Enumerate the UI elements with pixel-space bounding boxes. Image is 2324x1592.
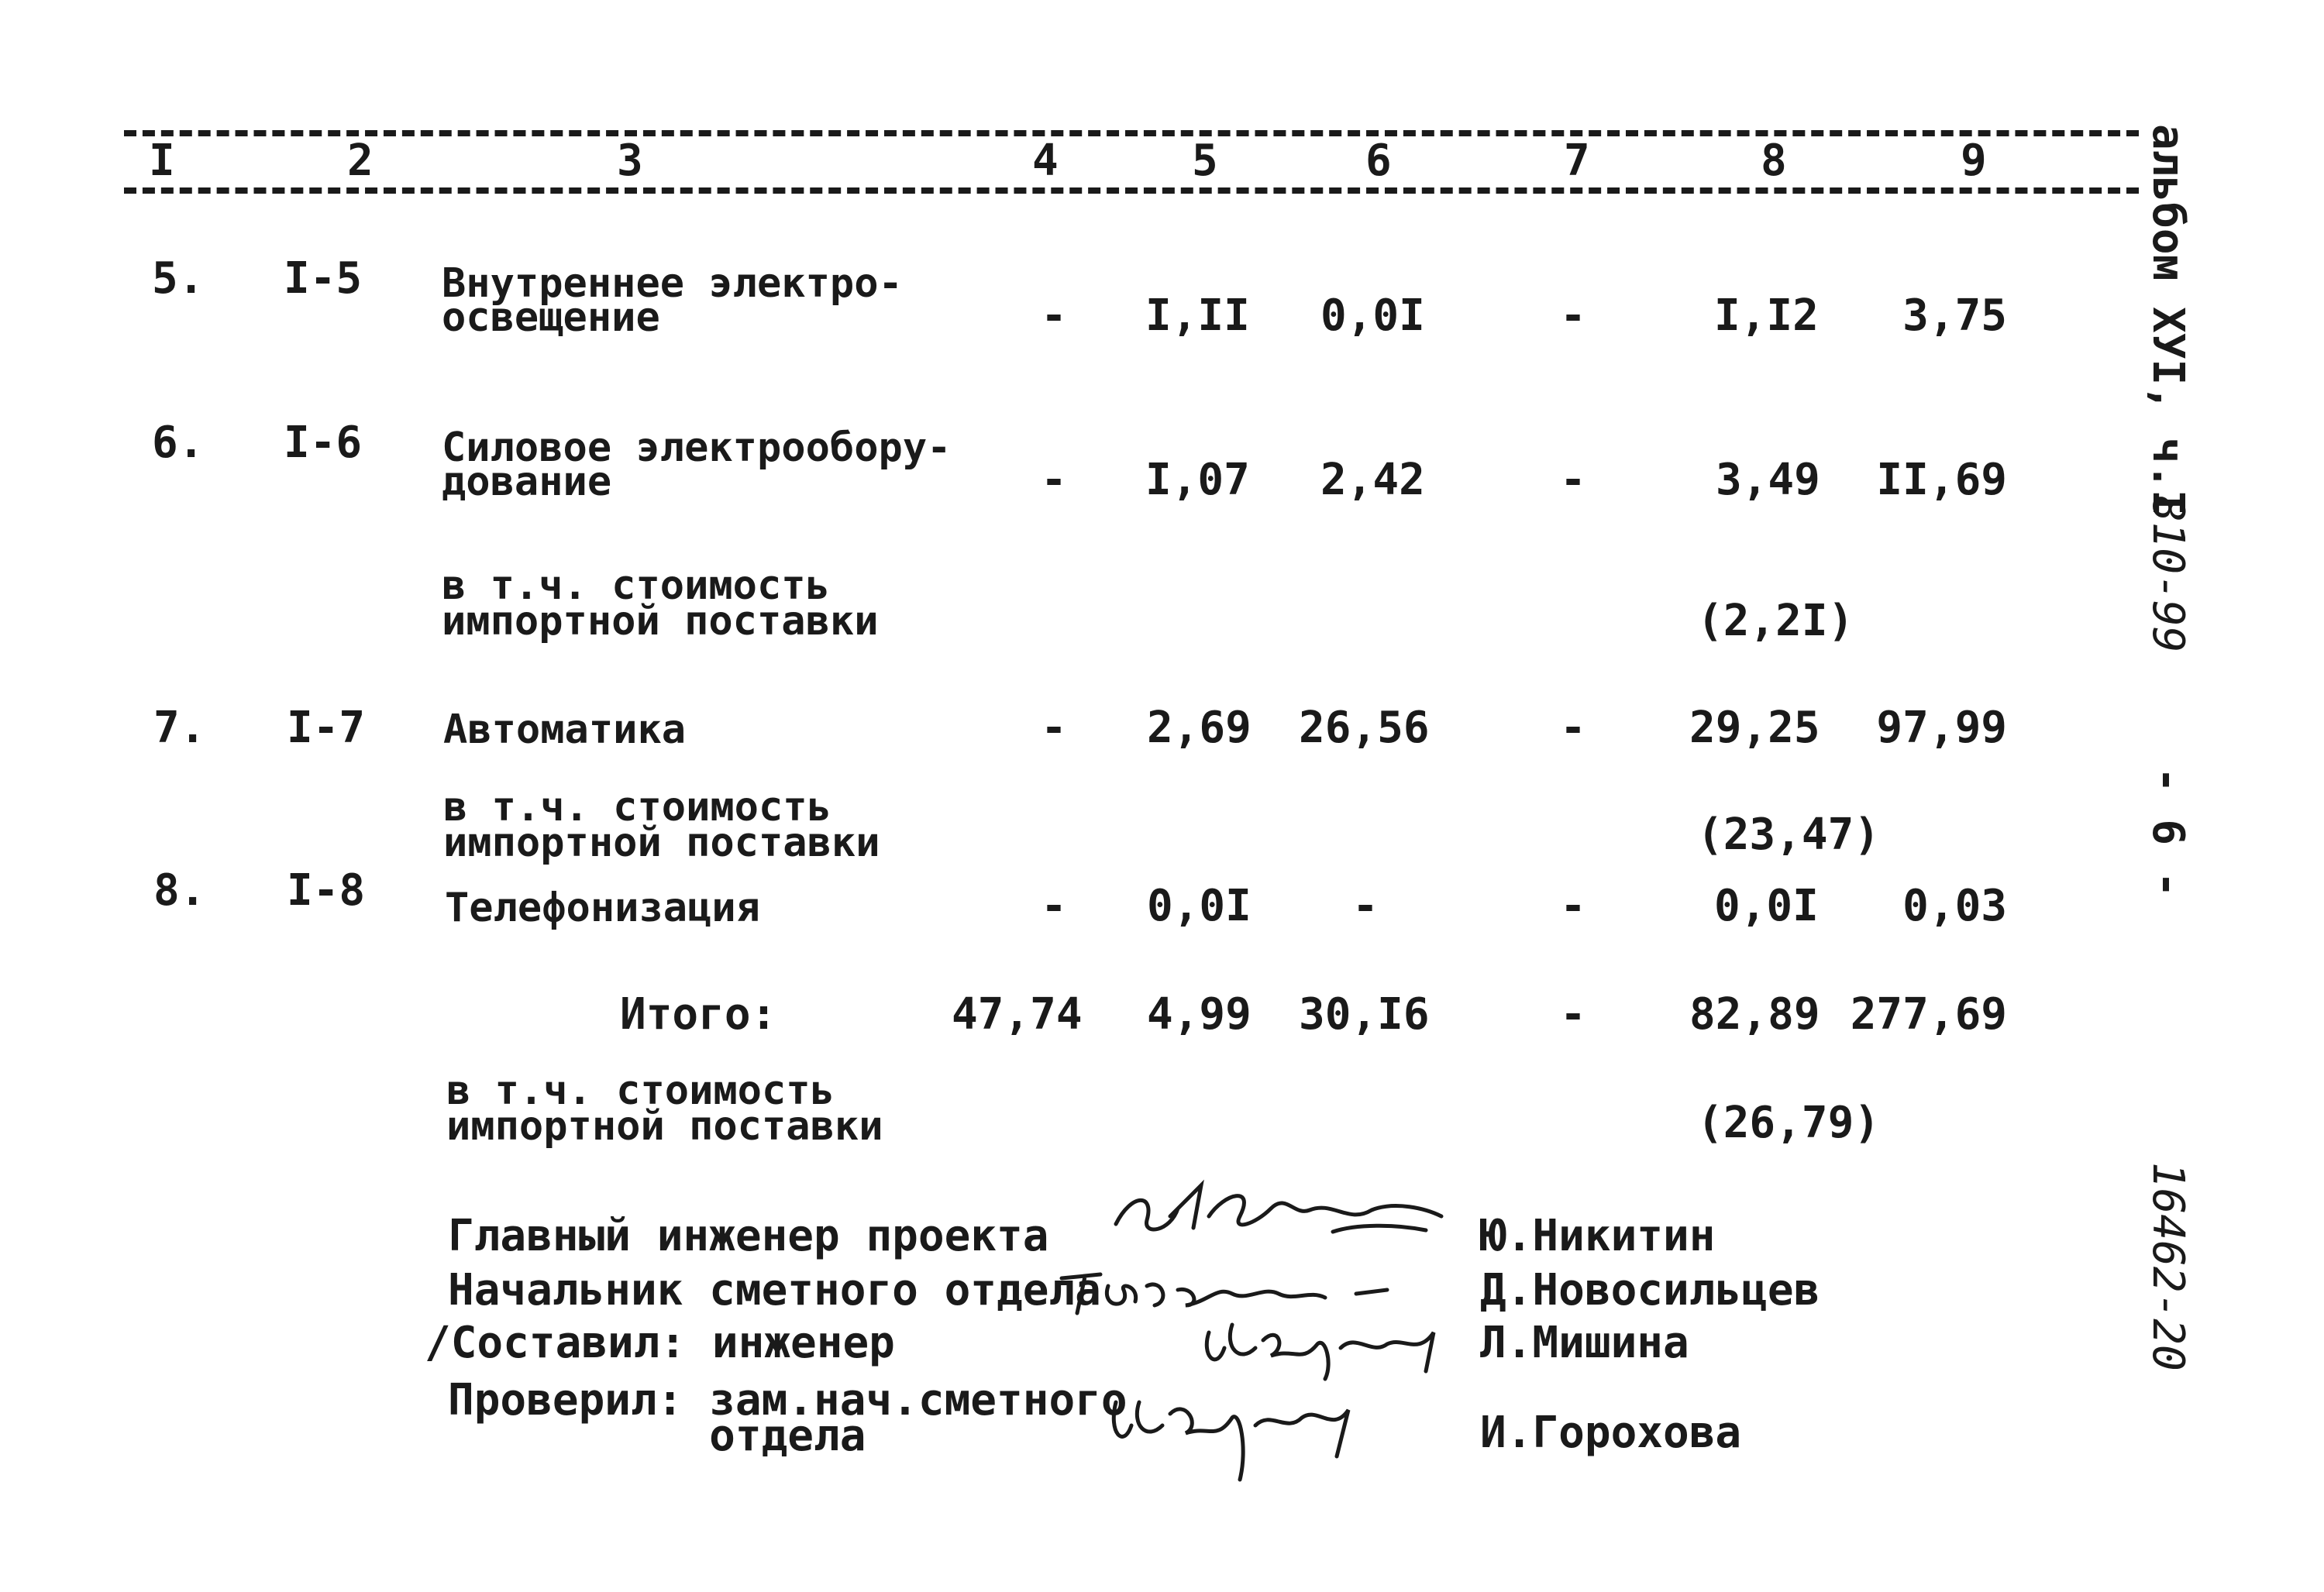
cell-col5: 0,0I	[1147, 881, 1252, 931]
signatory-role-line1: Проверил: зам.нач.сметного	[448, 1375, 1128, 1425]
total-col4: 47,74	[952, 989, 1083, 1040]
row-number: 8.	[153, 865, 206, 916]
total-col5: 4,99	[1147, 989, 1252, 1040]
signatory-name: Д.Новосильцев	[1480, 1265, 1820, 1315]
cell-col5: I,07	[1145, 455, 1250, 505]
row-name-line2: дование	[442, 459, 612, 505]
total-import-label-line2: импортной поставки	[446, 1103, 883, 1150]
margin-page: - 6 -	[2143, 767, 2193, 898]
margin-code: 810-99	[2143, 496, 2193, 653]
row-number: 5.	[152, 253, 205, 304]
cell-col7: -	[1560, 881, 1586, 931]
cell-col9: 0,03	[1902, 881, 2007, 931]
col-header-5: 5	[1192, 136, 1218, 186]
signatory-role: /Составил: инженер	[425, 1318, 895, 1368]
total-import-value: (26,79)	[1697, 1098, 1881, 1148]
cell-col4: -	[1041, 881, 1067, 931]
cell-col8: 0,0I	[1714, 881, 1819, 931]
cell-col7: -	[1560, 291, 1586, 341]
margin-album: альбом ХУI, ч.I	[2143, 124, 2193, 516]
row-name-line1: Автоматика	[443, 707, 687, 753]
cell-col8: I,I2	[1714, 291, 1819, 341]
col-header-2: 2	[347, 136, 374, 186]
row-name-line1: Телефонизация	[445, 885, 760, 931]
col-header-4: 4	[1032, 136, 1059, 186]
cell-col9: 3,75	[1902, 291, 2007, 341]
cell-col6: 2,42	[1320, 455, 1425, 505]
import-label-line2: импортной поставки	[442, 598, 879, 645]
import-value: (2,2I)	[1697, 596, 1854, 646]
row-code: I-8	[287, 865, 366, 916]
cell-col4: -	[1041, 703, 1067, 753]
cell-col6: -	[1352, 881, 1379, 931]
row-number: 6.	[152, 418, 205, 468]
cell-col8: 29,25	[1689, 703, 1820, 753]
cell-col4: -	[1041, 291, 1067, 341]
total-col6: 30,I6	[1299, 989, 1430, 1040]
header-bottom-rule	[124, 187, 2139, 194]
cell-col6: 0,0I	[1320, 291, 1425, 341]
cell-col5: I,II	[1145, 291, 1250, 341]
row-code: I-6	[284, 418, 363, 468]
row-name-line1: Силовое электрообору-	[442, 425, 952, 471]
import-label-line1: в т.ч. стоимость	[442, 562, 830, 609]
signature-checked	[1100, 1371, 1379, 1487]
total-label: Итого:	[620, 989, 777, 1040]
signatory-name: Ю.Никитин	[1480, 1211, 1716, 1261]
import-label-line2: импортной поставки	[443, 820, 880, 866]
signatory-name: Л.Мишина	[1480, 1318, 1689, 1368]
total-col8: 82,89	[1689, 989, 1820, 1040]
cell-col7: -	[1560, 455, 1586, 505]
col-header-8: 8	[1761, 136, 1787, 186]
header-top-rule	[124, 130, 2139, 136]
cell-col7: -	[1560, 703, 1586, 753]
cell-col4: -	[1041, 455, 1067, 505]
col-header-3: 3	[617, 136, 643, 186]
row-number: 7.	[153, 703, 206, 753]
margin-doc-number: 16462-20	[2143, 1162, 2193, 1371]
total-col7: -	[1560, 989, 1586, 1040]
signatory-role-line2: отдела	[448, 1411, 866, 1461]
col-header-9: 9	[1961, 136, 1987, 186]
cell-col6: 26,56	[1299, 703, 1430, 753]
row-code: I-7	[287, 703, 366, 753]
total-import-label-line1: в т.ч. стоимость	[446, 1068, 835, 1114]
cell-col9: II,69	[1876, 455, 2007, 505]
import-label-line1: в т.ч. стоимость	[443, 784, 831, 830]
signatory-role: Главный инженер проекта	[448, 1211, 1049, 1261]
cell-col9: 97,99	[1876, 703, 2007, 753]
signatory-name: И.Горохова	[1480, 1408, 1742, 1458]
cell-col8: 3,49	[1716, 455, 1820, 505]
signatory-role: Начальник сметного отдела	[448, 1265, 1101, 1315]
row-name-line2: освещение	[442, 294, 660, 341]
row-code: I-5	[284, 253, 363, 304]
cell-col5: 2,69	[1147, 703, 1252, 753]
import-value: (23,47)	[1697, 810, 1881, 860]
col-header-6: 6	[1365, 136, 1392, 186]
signature-chief-engineer	[1100, 1162, 1457, 1247]
row-name-line1: Внутреннее электро-	[442, 260, 903, 307]
col-header-7: 7	[1564, 136, 1590, 186]
total-col9: 277,69	[1850, 989, 2007, 1040]
col-header-1: I	[149, 136, 175, 186]
